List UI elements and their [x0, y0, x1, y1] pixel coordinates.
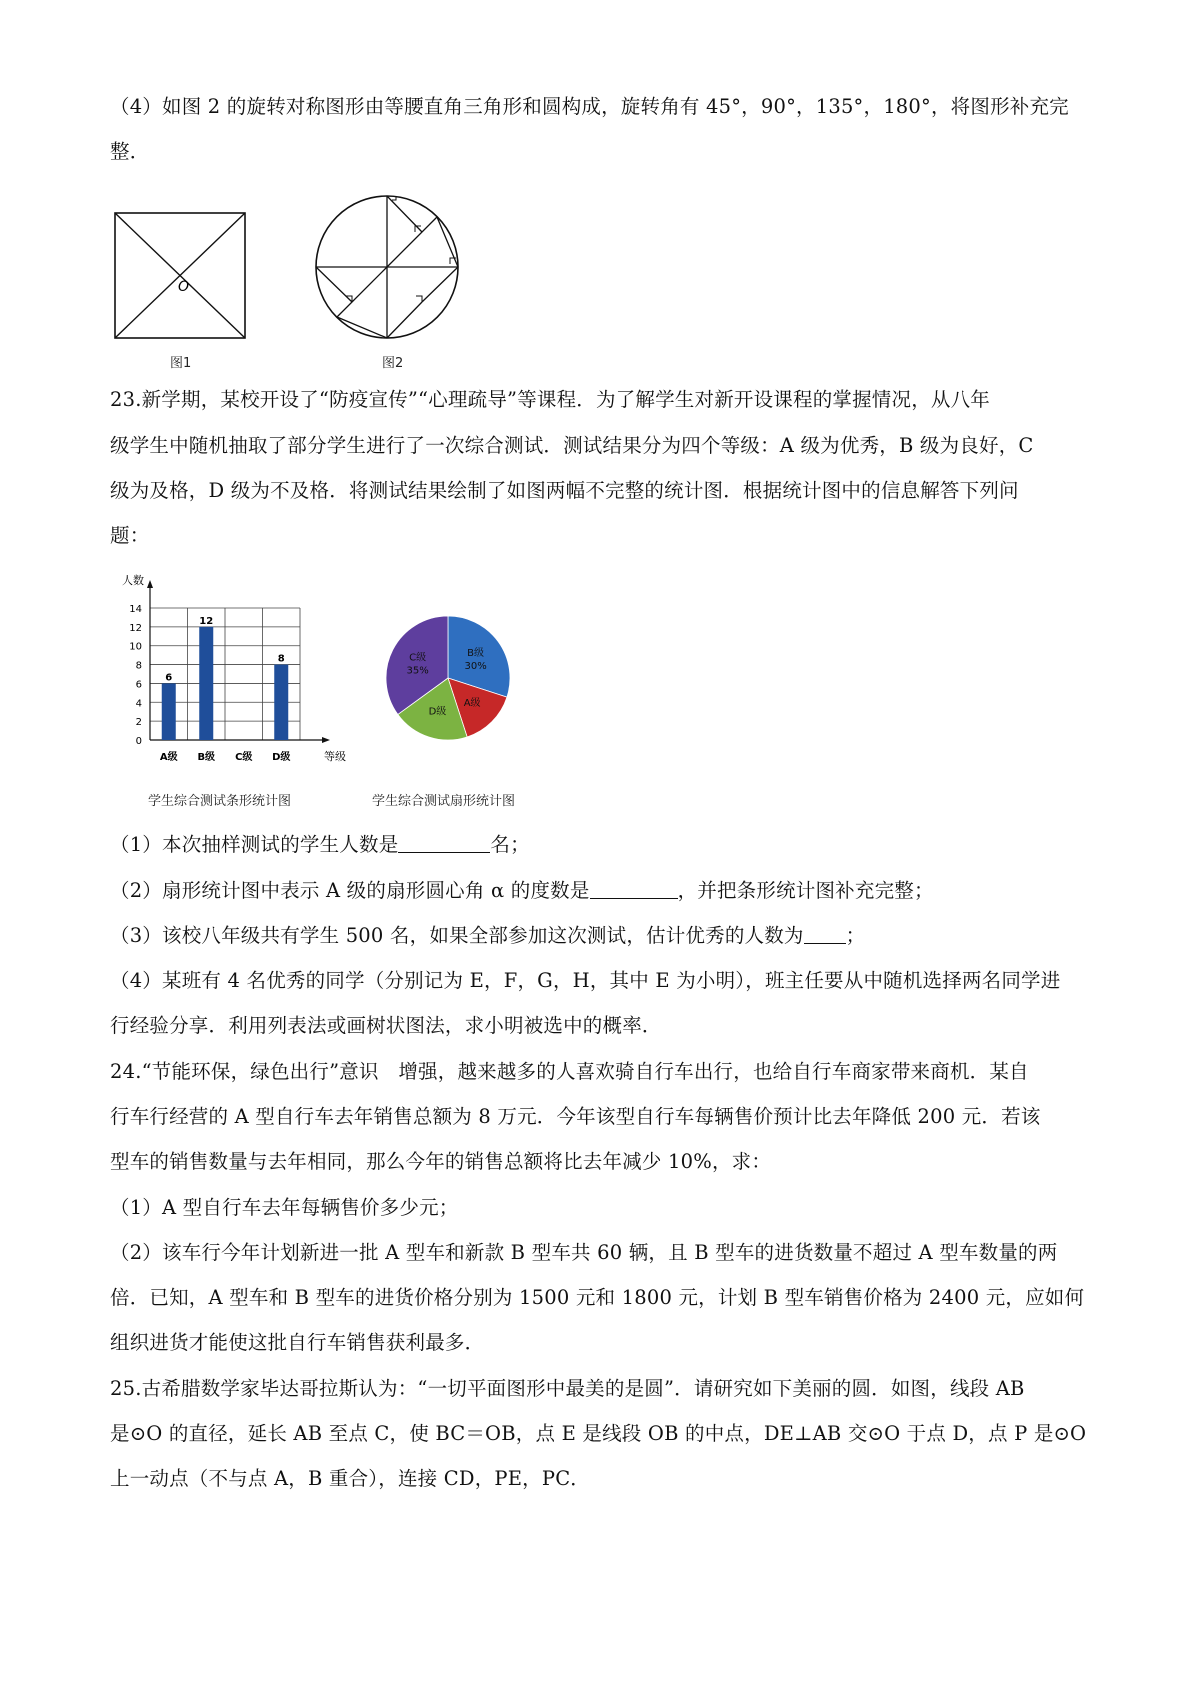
bar-data-label: 8 [277, 653, 285, 665]
figure-2-caption: 图2 [382, 356, 404, 371]
bar-data-label: 6 [165, 672, 173, 684]
q23-sub1-blank[interactable] [398, 832, 490, 853]
bar-y-axis-label: 人数 [122, 574, 144, 587]
q23-line2: 级学生中随机抽取了部分学生进行了一次综合测试．测试结果分为四个等级：A 级为优秀，B 级为良好，C [110, 434, 1034, 457]
bar-y-axis-arrow [147, 580, 153, 588]
bar-mark [162, 683, 176, 740]
q23-line4: 题： [110, 524, 150, 547]
pie-slice-label: C级 [409, 652, 427, 664]
bar-y-tick-label: 14 [129, 604, 142, 615]
pie-slice-label: A级 [463, 698, 481, 710]
q24-sub2-line3: 组织进货才能使这批自行车销售获利最多． [110, 1331, 485, 1354]
q23-sub1-text: （1）本次抽样测试的学生人数是 [110, 833, 399, 856]
bar-y-tick-label: 0 [135, 736, 142, 747]
bar-y-tick-label: 2 [135, 717, 142, 729]
figure-2-circle [312, 192, 462, 342]
bar-category-label: D级 [272, 752, 291, 763]
figure-1-center-label: O [178, 279, 190, 295]
bar-y-tick-label: 8 [135, 660, 142, 672]
pie-slice-label: B级 [467, 647, 485, 659]
bar-category-label: A级 [159, 752, 178, 763]
pie-slice-label: D级 [428, 706, 447, 718]
q25-line3: 上一动点（不与点 A，B 重合），连接 CD，PE，PC． [110, 1467, 591, 1490]
bar-chart [108, 572, 348, 782]
pie-chart [378, 608, 518, 748]
q24-line3: 型车的销售数量与去年相同，那么今年的销售总额将比去年减少 10%，求： [110, 1150, 772, 1173]
q23-sub2 [110, 876, 1100, 906]
bar-mark [274, 665, 288, 740]
q23-line1: 23.新学期，某校开设了“防疫宣传”“心理疏导”等课程．为了解学生对新开设课程的掌握情况，从八年 [110, 388, 990, 411]
q23-sub3-text: （3）该校八年级共有学生 500 名，如果全部参加这次测试，估计优秀的人数为 [110, 924, 804, 947]
bar-y-tick-label: 6 [135, 679, 142, 691]
q23-line3: 级为及格，D 级为不及格．将测试结果绘制了如图两幅不完整的统计图．根据统计图中的信息解答下列问 [110, 479, 1019, 502]
bar-y-tick-label: 12 [129, 622, 142, 634]
q23-sub2-suffix: ，并把条形统计图补充完整； [677, 879, 934, 902]
q23-sub1 [110, 830, 1100, 860]
q24-line1: 24.“节能环保，绿色出行”意识 增强，越来越多的人喜欢骑自行车出行，也给自行车商家带来商机．某自 [110, 1060, 1029, 1083]
q23-sub3-blank[interactable] [804, 923, 846, 944]
pie-slice-percent: 35% [406, 665, 429, 677]
pie-chart-caption: 学生综合测试扇形统计图 [372, 794, 516, 809]
q22-part4-line1: （4）如图 2 的旋转对称图形由等腰直角三角形和圆构成，旋转角有 45°，90°，135°，180°，将图形补充完 [110, 95, 1069, 118]
bar-x-axis-arrow [322, 737, 330, 743]
q24-line2: 行车行经营的 A 型自行车去年销售总额为 8 万元．今年该型自行车每辆售价预计比去年降低 200 元．若该 [110, 1105, 1041, 1128]
bar-y-tick-label: 4 [135, 698, 142, 710]
pie-slice-percent: 30% [464, 660, 487, 672]
q23-sub4-line2: 行经验分享．利用列表法或画树状图法，求小明被选中的概率． [110, 1014, 662, 1037]
bar-mark [199, 627, 213, 740]
q25-line1: 25.古希腊数学家毕达哥拉斯认为：“一切平面图形中最美的是圆”．请研究如下美丽的圆．如图，线段 AB [110, 1377, 1025, 1400]
q23-sub1-suffix: 名； [490, 833, 530, 856]
q23-sub3-suffix: ； [845, 924, 866, 947]
bar-category-label: B级 [197, 752, 216, 763]
figure-1-caption: 图1 [170, 356, 192, 371]
q22-part4-line2: 整． [110, 140, 150, 163]
bar-category-label: C级 [235, 752, 253, 763]
q23-sub2-blank[interactable] [590, 878, 678, 899]
bar-chart-caption: 学生综合测试条形统计图 [148, 794, 292, 809]
q23-sub2-text: （2）扇形统计图中表示 A 级的扇形圆心角 α 的度数是 [110, 879, 590, 902]
q25-line2: 是⊙O 的直径，延长 AB 至点 C，使 BC＝OB，点 E 是线段 OB 的中点，DE⊥AB 交⊙O 于点 D，点 P 是⊙O [110, 1422, 1087, 1445]
bar-x-axis-label: 等级 [324, 750, 346, 763]
q23-sub3 [110, 921, 1100, 951]
q24-sub2-line2: 倍．已知，A 型车和 B 型车的进货价格分别为 1500 元和 1800 元，计划 B 型车销售价格为 2400 元，应如何 [110, 1286, 1085, 1309]
q24-sub2-line1: （2）该车行今年计划新进一批 A 型车和新款 B 型车共 60 辆，且 B 型车的进货数量不超过 A 型车数量的两 [110, 1241, 1058, 1264]
q24-sub1: （1）A 型自行车去年每辆售价多少元； [110, 1196, 459, 1219]
bar-y-tick-label: 10 [129, 641, 142, 653]
q23-sub4-line1: （4）某班有 4 名优秀的同学（分别记为 E，F，G，H，其中 E 为小明），班主任要从中随机选择两名同学进 [110, 969, 1061, 992]
bar-data-label: 12 [199, 615, 214, 627]
figure-1-square [112, 210, 252, 342]
